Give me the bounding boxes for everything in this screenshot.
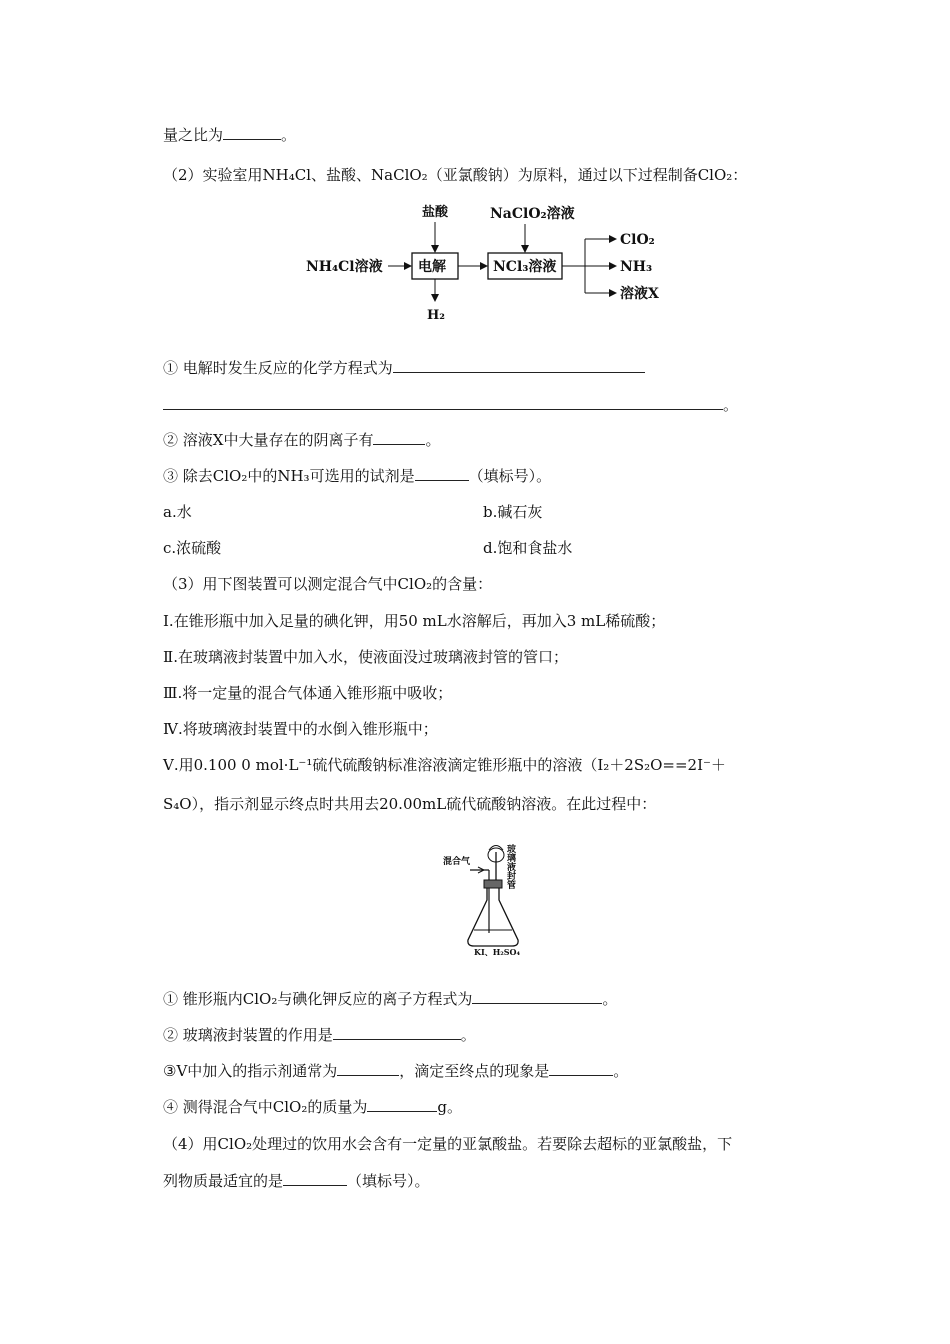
question-2-3: ③ 除去ClO₂中的NH₃可选用的试剂是 （填标号）。 [163, 467, 552, 485]
answer-blank[interactable] [223, 125, 281, 140]
clo2-label: ClO₂ [620, 232, 655, 248]
titration-apparatus-diagram [440, 838, 540, 956]
step-4: Ⅳ.将玻璃液封装置中的水倒入锥形瓶中； [163, 720, 438, 738]
answer-blank[interactable] [337, 1061, 399, 1076]
option-c: c.浓硫酸 [163, 539, 222, 557]
conical-flask [468, 888, 518, 946]
h2-label: H₂ [427, 308, 445, 323]
step-5: Ⅴ.用0.100 0 mol·L⁻¹硫代硫酸钠标准溶液滴定锥形瓶中的溶液（I₂＋2S₂O==2I⁻＋ [163, 756, 726, 774]
answer-blank[interactable] [373, 430, 425, 445]
question-2-intro: （2）实验室用NH₄Cl、盐酸、NaClO₂（亚氯酸钠）为原料，通过以下过程制备ClO₂： [163, 166, 748, 184]
question-2-1-cont: 。 [163, 395, 738, 415]
answer-blank[interactable] [549, 1061, 613, 1076]
gas-label: 混合气 [443, 857, 471, 867]
option-a: a.水 [163, 503, 192, 521]
answer-blank[interactable] [163, 395, 723, 410]
step-3: Ⅲ.将一定量的混合气体通入锥形瓶中吸收； [163, 684, 453, 702]
text-line-1: 量之比为 。 [163, 126, 297, 144]
flask-label: KI、H₂SO₄ [474, 947, 521, 956]
step-1: Ⅰ.在锥形瓶中加入足量的碘化钾，用50 mL水溶解后，再加入3 mL稀硫酸； [163, 612, 666, 630]
question-4-cont: 列物质最适宜的是 （填标号）。 [163, 1172, 430, 1190]
hcl-label: 盐酸 [422, 205, 449, 220]
question-3-3: ③Ⅴ中加入的指示剂通常为 ，滴定至终点的现象是 。 [163, 1062, 629, 1080]
answer-blank[interactable] [333, 1025, 461, 1040]
question-4: （4）用ClO₂处理过的饮用水会含有一定量的亚氯酸盐。若要除去超标的亚氯酸盐，下 [163, 1135, 733, 1153]
option-b: b.碱石灰 [483, 503, 543, 521]
stopper [484, 880, 502, 888]
question-2-1: ① 电解时发生反应的化学方程式为 [163, 358, 645, 378]
naclo2-label: NaClO₂溶液 [490, 206, 575, 222]
step-2: Ⅱ.在玻璃液封装置中加入水，使液面没过玻璃液封管的管口； [163, 648, 568, 666]
ncl3-label: NCl₃溶液 [493, 259, 557, 275]
step-5-cont: S₄O），指示剂显示终点时共用去20.00mL硫代硫酸钠溶液。在此过程中： [163, 795, 657, 813]
electrolysis-label: 电解 [418, 259, 446, 275]
answer-blank[interactable] [393, 358, 645, 373]
answer-blank[interactable] [283, 1171, 347, 1186]
question-3-intro: （3）用下图装置可以测定混合气中ClO₂的含量： [163, 575, 493, 593]
tube-label: 玻璃液封管 [505, 844, 515, 889]
question-3-1: ① 锥形瓶内ClO₂与碘化钾反应的离子方程式为 。 [163, 990, 618, 1008]
nh3-label: NH₃ [620, 259, 653, 275]
electrolysis-flow-diagram [300, 198, 690, 328]
answer-blank[interactable] [415, 466, 469, 481]
question-3-2: ② 玻璃液封装置的作用是 。 [163, 1026, 476, 1044]
option-d: d.饱和食盐水 [483, 539, 573, 557]
solution-x-label: 溶液X [620, 286, 659, 302]
question-2-2: ② 溶液X中大量存在的阴离子有 。 [163, 431, 441, 449]
question-3-4: ④ 测得混合气中ClO₂的质量为 g。 [163, 1098, 462, 1116]
answer-blank[interactable] [367, 1097, 437, 1112]
answer-blank[interactable] [472, 989, 602, 1004]
nh4cl-label: NH₄Cl溶液 [306, 259, 383, 275]
